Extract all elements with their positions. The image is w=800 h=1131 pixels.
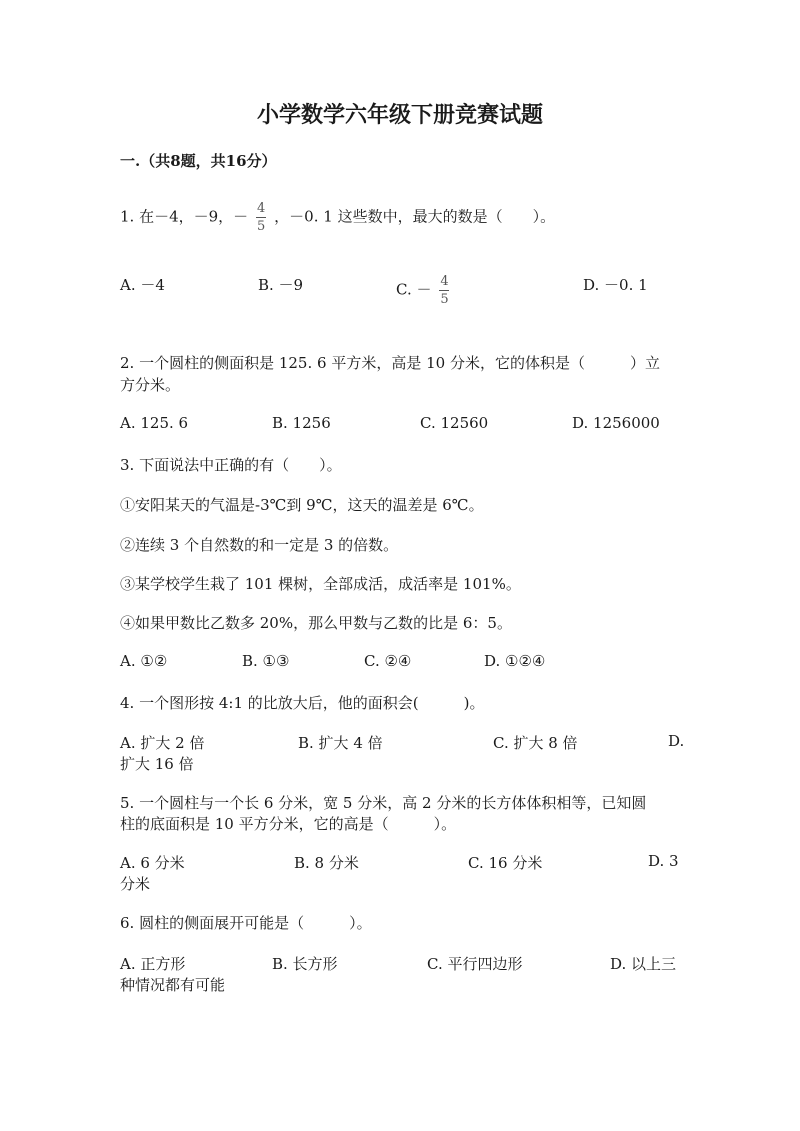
question-1-stem (120, 201, 555, 234)
q1-option-d[interactable]: D. －0. 1 (583, 276, 648, 294)
q6-option-d-continued: 种情况都有可能 (120, 976, 226, 994)
q6-option-d[interactable]: D. 以上三 (610, 955, 677, 973)
q4-option-d[interactable]: D. (668, 732, 685, 750)
q4-option-c[interactable]: C. 扩大 8 倍 (493, 734, 578, 752)
q4-option-a[interactable]: A. 扩大 2 倍 (120, 734, 205, 752)
page-title: 小学数学六年级下册竞赛试题 (256, 102, 543, 128)
q5-option-a[interactable]: A. 6 分米 (120, 854, 185, 872)
q3-statement-1: ①安阳某天的气温是-3℃到 9℃，这天的温差是 6℃。 (120, 496, 484, 514)
q2-option-a[interactable]: A. 125. 6 (120, 414, 189, 432)
question-4-stem: 4. 一个图形按 4:1 的比放大后，他的面积会( )。 (120, 694, 485, 712)
q6-option-b[interactable]: B. 长方形 (272, 955, 338, 973)
q2-option-d[interactable]: D. 1256000 (572, 414, 660, 432)
q3-statement-3: ③某学校学生栽了 101 棵树，全部成活，成活率是 101%。 (120, 575, 521, 593)
q3-option-c[interactable]: C. ②④ (364, 652, 412, 670)
q3-option-b[interactable]: B. ①③ (242, 652, 290, 670)
question-2-stem-line-2: 方分米。 (120, 376, 181, 394)
q3-statement-2: ②连续 3 个自然数的和一定是 3 的倍数。 (120, 536, 399, 554)
section-heading: 一.（共8题，共16分） (120, 152, 277, 170)
q1-stem-post: ，－0. 1 这些数中，最大的数是（ ）。 (274, 207, 556, 226)
q2-option-c[interactable]: C. 12560 (420, 414, 489, 432)
q5-option-b[interactable]: B. 8 分米 (294, 854, 359, 872)
q5-option-d[interactable]: D. 3 (648, 852, 679, 870)
question-5-stem-line-1: 5. 一个圆柱与一个长 6 分米，宽 5 分米，高 2 分米的长方体体积相等，已知圆 (120, 794, 647, 812)
q3-statement-4: ④如果甲数比乙数多 20%，那么甲数与乙数的比是 6：5。 (120, 614, 512, 632)
q1-stem-pre: 1. 在－4，－9，－ (120, 207, 249, 226)
q5-option-c[interactable]: C. 16 分米 (468, 854, 543, 872)
q3-option-d[interactable]: D. ①②④ (484, 652, 546, 670)
q4-option-b[interactable]: B. 扩大 4 倍 (298, 734, 383, 752)
question-5-stem-line-2: 柱的底面积是 10 平方分米，它的高是（ ）。 (120, 815, 457, 833)
q5-option-d-continued: 分米 (120, 875, 151, 893)
fraction-four-fifths: $\frac{4}{5}$ (440, 274, 449, 307)
q1-option-c[interactable]: C. － $\frac{4}{5}$ (396, 274, 449, 307)
q6-option-a[interactable]: A. 正方形 (120, 955, 186, 973)
question-6-stem: 6. 圆柱的侧面展开可能是（ ）。 (120, 914, 372, 932)
fraction-four-fifths: $\frac{4}{5}$ (257, 201, 266, 234)
question-3-stem: 3. 下面说法中正确的有（ ）。 (120, 456, 342, 474)
q3-option-a[interactable]: A. ①② (120, 652, 168, 670)
question-2-stem-line-1: 2. 一个圆柱的侧面积是 125. 6 平方米，高是 10 分米，它的体积是（ ）立 (120, 354, 660, 372)
q2-option-b[interactable]: B. 1256 (272, 414, 331, 432)
q1-option-a[interactable]: A. －4 (120, 276, 165, 294)
q1-option-b[interactable]: B. －9 (258, 276, 304, 294)
q4-option-d-continued: 扩大 16 倍 (120, 755, 194, 773)
q6-option-c[interactable]: C. 平行四边形 (427, 955, 523, 973)
